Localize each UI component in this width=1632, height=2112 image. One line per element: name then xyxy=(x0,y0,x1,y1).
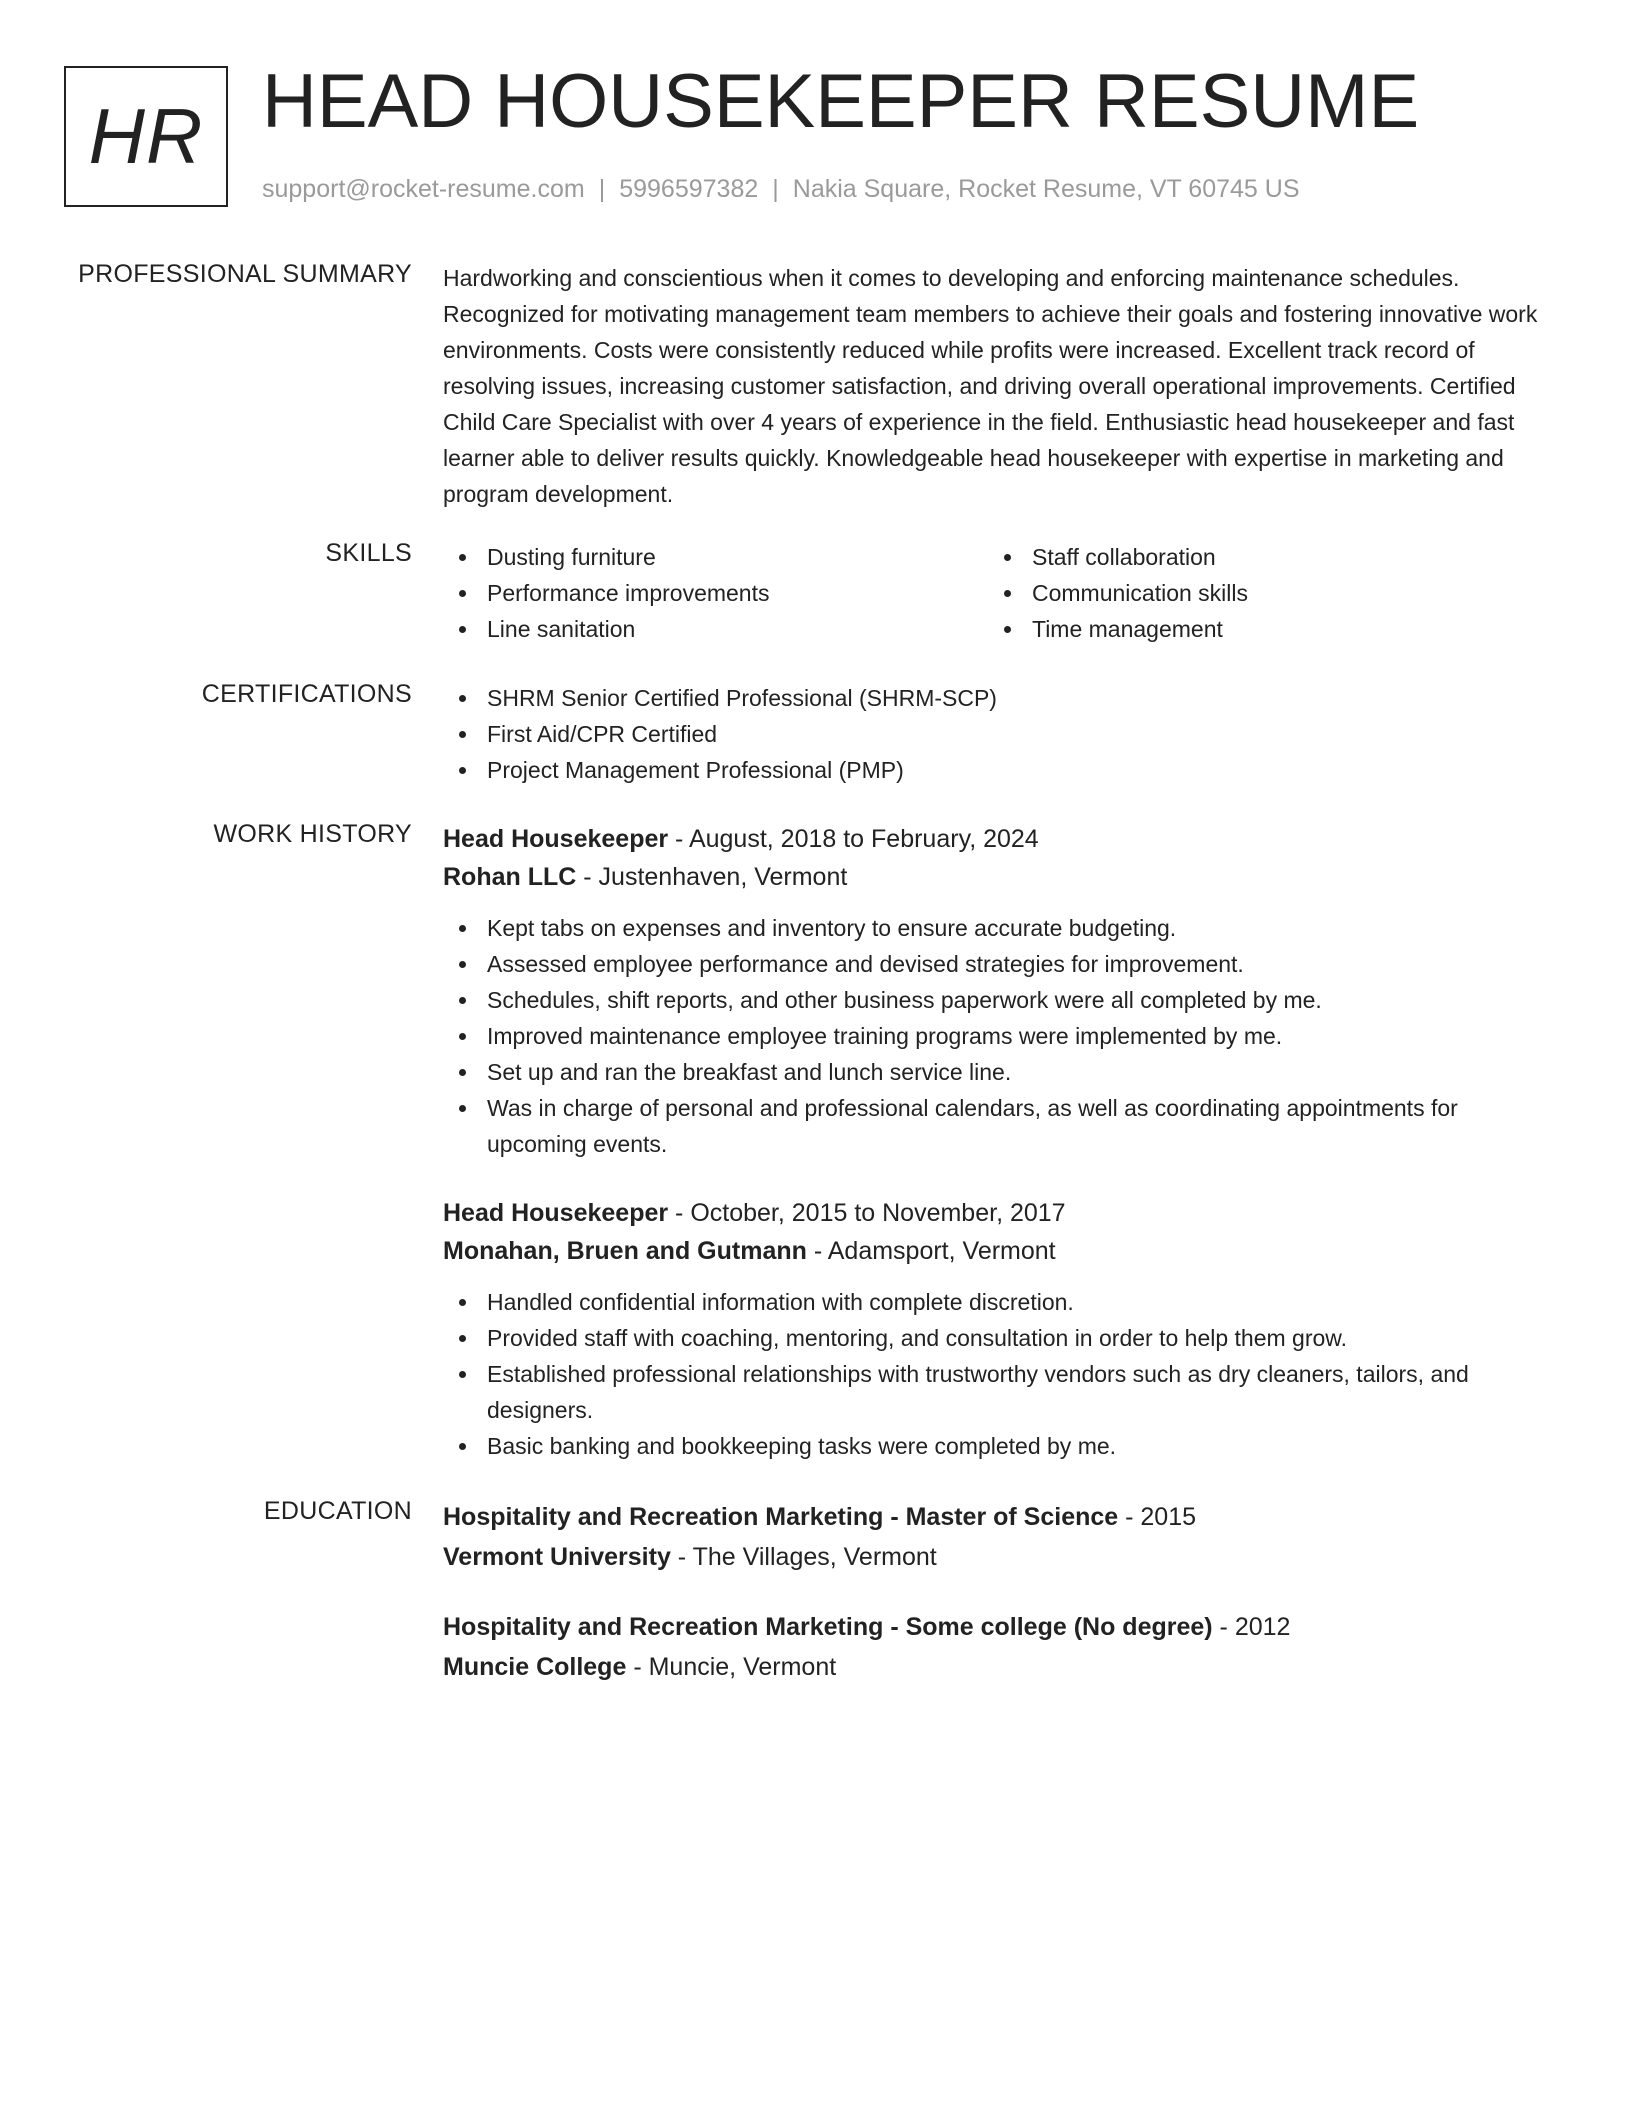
certification-item: Project Management Professional (PMP) xyxy=(443,752,1558,788)
education-school-line xyxy=(443,1537,1558,1577)
job-company: Monahan, Bruen and Gutmann xyxy=(443,1237,807,1265)
job-bullet: Improved maintenance employee training programs were implemented by me. xyxy=(443,1018,1558,1054)
education-degree-line xyxy=(443,1607,1558,1647)
contact-email[interactable]: support@rocket-resume.com xyxy=(262,175,585,203)
job-title: Head Housekeeper xyxy=(443,825,669,853)
job-dates: - August, 2018 to February, 2024 xyxy=(668,825,1039,853)
contact-line xyxy=(262,175,1300,204)
section-label-education: EDUCATION xyxy=(263,1497,412,1525)
job-location: - Adamsport, Vermont xyxy=(806,1237,1056,1265)
education-degree: Hospitality and Recreation Marketing - Master of Science xyxy=(443,1503,1119,1531)
job-bullet: Established professional relationships with trustworthy vendors such as dry cleaners, tailors, and designers. xyxy=(443,1356,1558,1428)
job-bullet: Was in charge of personal and professional calendars, as well as coordinating appointments for upcoming events. xyxy=(443,1090,1558,1162)
job-entry xyxy=(443,1194,1558,1464)
job-title: Head Housekeeper xyxy=(443,1199,669,1227)
job-company: Rohan LLC xyxy=(443,863,577,891)
education-school: Vermont University xyxy=(443,1543,671,1571)
education-degree-line xyxy=(443,1497,1558,1537)
education-school: Muncie College xyxy=(443,1653,627,1681)
certification-item: First Aid/CPR Certified xyxy=(443,716,1558,752)
education-location: - The Villages, Vermont xyxy=(670,1543,937,1571)
education-location: - Muncie, Vermont xyxy=(626,1653,837,1681)
job-title-line xyxy=(443,1194,1558,1232)
summary-text: Hardworking and conscientious when it comes to developing and enforcing maintenance schedules. Recognized for motivating management team members to achieve their goals and fostering innovative work environments. Costs were consistently reduced while profits were increased. Excellent track record of resolving issues, increasing customer satisfaction, and driving overall operational improvements. Certified Child Care Specialist with over 4 years of experience in the field. Enthusiastic head housekeeper and fast learner able to deliver results quickly. Knowledgeable head housekeeper with expertise in marketing and program development. xyxy=(443,265,1538,507)
education-degree: Hospitality and Recreation Marketing - Some college (No degree) xyxy=(443,1613,1213,1641)
certifications-list xyxy=(443,680,1558,788)
job-bullet: Basic banking and bookkeeping tasks were completed by me. xyxy=(443,1428,1558,1464)
page-title: HEAD HOUSEKEEPER RESUME xyxy=(262,59,1420,144)
section-label-skills: SKILLS xyxy=(325,539,412,567)
job-bullets xyxy=(443,1284,1558,1464)
education-entry xyxy=(443,1607,1558,1687)
job-bullet: Set up and ran the breakfast and lunch service line. xyxy=(443,1054,1558,1090)
job-bullet: Assessed employee performance and devised strategies for improvement. xyxy=(443,946,1558,982)
job-company-line xyxy=(443,1232,1558,1270)
education-school-line xyxy=(443,1647,1558,1687)
monogram-initials: HR xyxy=(88,92,204,180)
skill-item: Line sanitation xyxy=(443,611,988,647)
monogram-logo xyxy=(64,66,228,207)
education-body xyxy=(443,1497,1558,1687)
job-bullet: Provided staff with coaching, mentoring, and consultation in order to help them grow. xyxy=(443,1320,1558,1356)
job-title-line xyxy=(443,820,1558,858)
job-dates: - October, 2015 to November, 2017 xyxy=(668,1199,1066,1227)
education-year: - 2012 xyxy=(1212,1613,1291,1641)
skill-item: Time management xyxy=(988,611,1533,647)
skill-item: Dusting furniture xyxy=(443,539,988,575)
certification-item: SHRM Senior Certified Professional (SHRM-SCP) xyxy=(443,680,1558,716)
work-history-body xyxy=(443,820,1558,1464)
job-company-line xyxy=(443,858,1558,896)
section-label-certifications: CERTIFICATIONS xyxy=(201,680,412,708)
contact-separator: | xyxy=(598,175,606,203)
education-year: - 2015 xyxy=(1118,1503,1197,1531)
skills-list-left xyxy=(443,539,988,647)
certifications-body xyxy=(443,680,1558,788)
job-bullet: Handled confidential information with complete discretion. xyxy=(443,1284,1558,1320)
contact-address: Nakia Square, Rocket Resume, VT 60745 US xyxy=(792,175,1300,203)
section-label-summary: PROFESSIONAL SUMMARY xyxy=(78,260,412,288)
education-entry xyxy=(443,1497,1558,1577)
job-bullets xyxy=(443,910,1558,1162)
skills-list-right xyxy=(988,539,1533,647)
skill-item: Staff collaboration xyxy=(988,539,1533,575)
job-bullet: Schedules, shift reports, and other business paperwork were all completed by me. xyxy=(443,982,1558,1018)
job-bullet: Kept tabs on expenses and inventory to ensure accurate budgeting. xyxy=(443,910,1558,946)
job-entry xyxy=(443,820,1558,1162)
skills-grid xyxy=(443,539,1558,647)
skill-item: Performance improvements xyxy=(443,575,988,611)
contact-separator: | xyxy=(772,175,779,203)
contact-phone[interactable]: 5996597382 xyxy=(619,175,759,203)
skill-item: Communication skills xyxy=(988,575,1533,611)
job-location: - Justenhaven, Vermont xyxy=(576,863,848,891)
section-label-work-history: WORK HISTORY xyxy=(213,820,412,848)
